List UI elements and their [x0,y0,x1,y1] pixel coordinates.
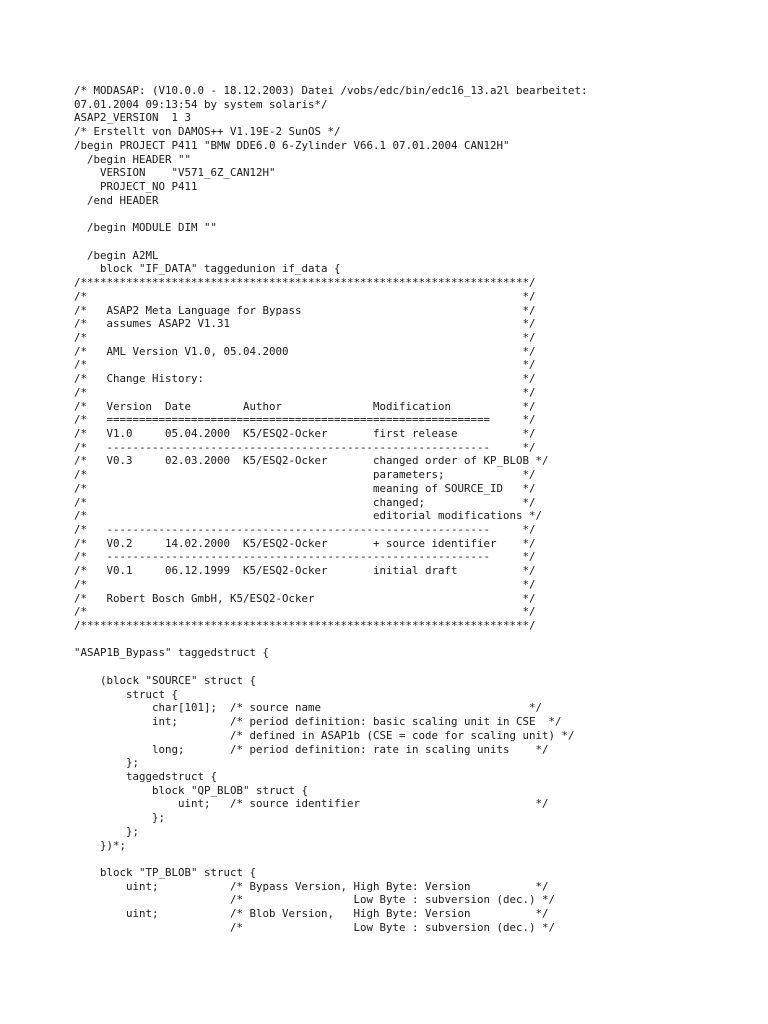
code-line: /*********************************************************************/ [74,276,536,290]
code-line: /* MODASAP: (V10.0.0 - 18.12.2003) Datei /vobs/edc/bin/edc16_13.a2l bearbeitet: [74,84,588,97]
code-line: taggedstruct { [74,769,218,783]
code-line: uint; /* Blob Version, High Byte: Version */ [74,907,549,921]
code-line: /* */ [74,577,536,591]
code-line: /* AML Version V1.0, 05.04.2000 */ [74,344,536,358]
code-line: /* ----------------------------------------------------------- */ [74,440,536,454]
code-line: /* editorial modifications */ [74,509,543,523]
code-line: /* Change History: */ [74,372,536,386]
code-line: /* */ [74,289,536,303]
code-line [74,852,588,866]
code-line: char[101]; /* source name */ [74,701,543,715]
code-line: /* assumes ASAP2 V1.31 */ [74,317,536,331]
code-line: /end HEADER [74,193,159,207]
code-line: }; [74,756,140,770]
code-line: /* V0.1 06.12.1999 K5/ESQ2-Ocker initial draft */ [74,564,536,578]
code-line: uint; /* source identifier */ [74,797,549,811]
code-line: ASAP2_VERSION 1 3 [74,111,192,125]
source-code-listing [74,84,588,935]
code-line: /* defined in ASAP1b (CSE = code for scaling unit) */ [74,728,575,742]
code-line: uint; /* Bypass Version, High Byte: Version */ [74,879,549,893]
code-line: (block "SOURCE" struct { [74,673,257,687]
code-line: block "TP_BLOB" struct { [74,865,257,879]
code-line: /begin MODULE DIM "" [74,221,218,235]
code-line: /* ----------------------------------------------------------- */ [74,523,536,536]
code-line: int; /* period definition: basic scaling unit in CSE */ [74,715,562,729]
code-line: /* Low Byte : subversion (dec.) */ [74,920,556,934]
code-line: /* ASAP2 Meta Language for Bypass */ [74,303,536,317]
code-line: block "QP_BLOB" struct { [74,783,309,797]
code-line: }; [74,811,166,825]
code-line: /begin HEADER "" [74,152,192,166]
code-line [74,660,588,674]
code-line: /* Low Byte : subversion (dec.) */ [74,893,556,907]
code-line: /* =========================================================== */ [74,413,536,427]
code-line: /* Robert Bosch GmbH, K5/ESQ2-Ocker */ [74,591,536,605]
code-line: })*; [74,838,127,852]
code-line: VERSION "V571_6Z_CAN12H" [74,166,276,180]
code-line: /* parameters; */ [74,468,536,482]
code-line: long; /* period definition: rate in scaling units */ [74,742,549,756]
code-line [74,235,588,249]
code-line: /begin A2ML [74,248,159,262]
code-line: /* */ [74,330,536,344]
code-line: 07.01.2004 09:13:54 by system solaris*/ [74,97,328,111]
code-line: struct { [74,687,179,701]
code-line: /* changed; */ [74,495,536,509]
code-line: PROJECT_NO P411 [74,180,198,194]
code-line: /* */ [74,385,536,399]
code-line: /*********************************************************************/ [74,619,536,633]
code-line: "ASAP1B_Bypass" taggedstruct { [74,646,270,660]
code-line: /begin PROJECT P411 "BMW DDE6.0 6-Zylinder V66.1 07.01.2004 CAN12H" [74,138,510,152]
code-line: /* ----------------------------------------------------------- */ [74,550,536,564]
code-line: /* Erstellt von DAMOS++ V1.19E-2 SunOS */ [74,125,341,139]
code-line: /* */ [74,605,536,619]
code-line: /* V0.2 14.02.2000 K5/ESQ2-Ocker + source identifier */ [74,536,536,550]
code-line: /* V1.0 05.04.2000 K5/ESQ2-Ocker first release */ [74,426,536,440]
code-line [74,633,588,647]
code-line: block "IF_DATA" taggedunion if_data { [74,262,341,276]
code-line: /* Version Date Author Modification */ [74,399,536,413]
code-line: /* meaning of SOURCE_ID */ [74,481,536,495]
code-line: /* V0.3 02.03.2000 K5/ESQ2-Ocker changed order of KP_BLOB */ [74,454,549,468]
code-line: }; [74,824,140,838]
code-line: /* */ [74,358,536,372]
code-line [74,207,588,221]
